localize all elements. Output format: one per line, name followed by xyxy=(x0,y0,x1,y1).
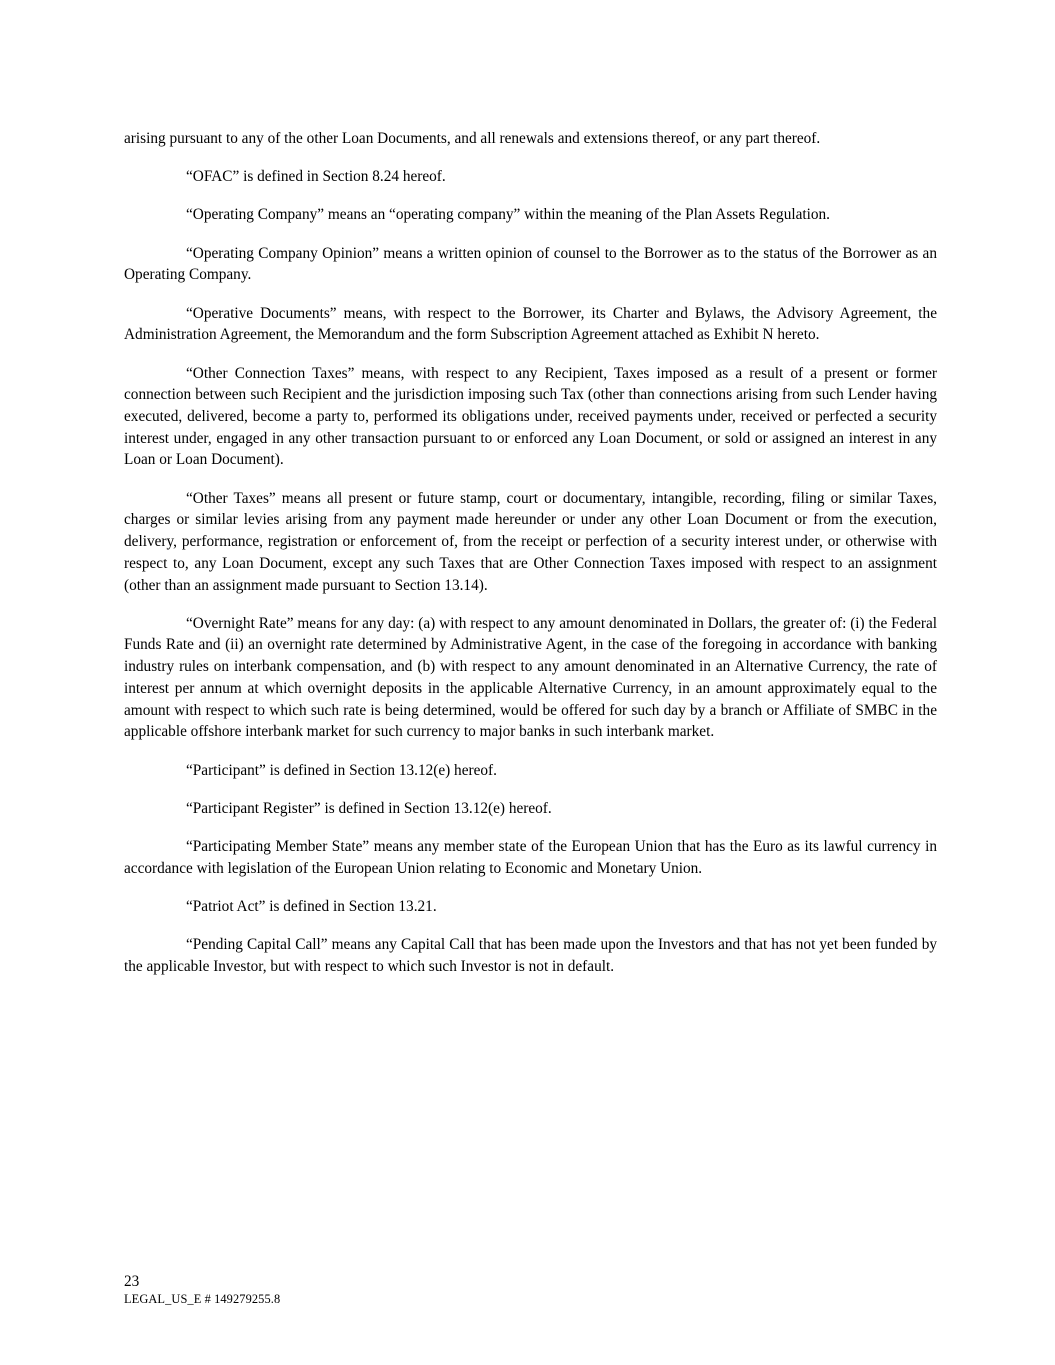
definition-pending-capital-call: “Pending Capital Call” means any Capital Call that has been made upon the Investors and that has not yet been funded by the applicable Investor, but with respect to which such Investor is not in default. xyxy=(124,936,937,975)
definition-operating-company: “Operating Company” means an “operating company” within the meaning of the Plan Assets Regulation. xyxy=(186,206,831,224)
definition-operative-documents: “Operative Documents” means, with respect to the Borrower, its Charter and Bylaws, the Advisory Agreement, the Administration Agreement, the Memorandum and the form Subscription Agreement attached as Exhibit N hereto. xyxy=(124,304,937,344)
paragraph-continuation: arising pursuant to any of the other Loan Documents, and all renewals and extensions thereof, or any part thereof. xyxy=(124,130,821,147)
definition-patriot-act: “Patriot Act” is defined in Section 13.21. xyxy=(186,897,437,915)
definition-participating-member-state: “Participating Member State” means any member state of the European Union that has the Euro as its lawful currency in accordance with legislation of the European Union relating to Economic and Monetary Union. xyxy=(124,837,937,877)
definition-ofac: “OFAC” is defined in Section 8.24 hereof. xyxy=(186,168,446,186)
definition-participant: “Participant” is defined in Section 13.12(e) hereof. xyxy=(186,761,497,779)
definition-participant-register: “Participant Register” is defined in Section 13.12(e) hereof. xyxy=(186,799,552,817)
page-footer xyxy=(124,1272,937,1307)
definition-overnight-rate: “Overnight Rate” means for any day: (a) with respect to any amount denominated in Dollars, the greater of: (i) the Federal Funds Rate and (ii) an overnight rate determined by Administrative Agent, in the case of the foregoing in accordance with banking industry rules on interbank compensation, and (b) with respect to any amount denominated in an Alternative Currency, the rate of interest per annum at which overnight deposits in the applicable Alternative Currency, in an amount approximately equal to the amount with respect to which such rate is being determined, would be offered for such day by a branch or Affiliate of SMBC in the applicable offshore interbank market for such currency to major banks in such interbank market. xyxy=(124,614,937,741)
definition-operating-company-opinion: “Operating Company Opinion” means a written opinion of counsel to the Borrower as to the status of the Borrower as an Operating Company. xyxy=(124,244,937,284)
document-identifier: LEGAL_US_E # 149279255.8 xyxy=(124,1291,281,1306)
document-body xyxy=(124,128,937,978)
page-number: 23 xyxy=(124,1272,140,1290)
definition-other-taxes: “Other Taxes” means all present or future stamp, court or documentary, intangible, recording, filing or similar Taxes, charges or similar levies arising from any payment made hereunder or under any other Loan Document or from the execution, delivery, performance, registration or enforcement of, from the receipt or perfection of a security interest under, or otherwise with respect to, any Loan Document, except any such Taxes that are Other Connection Taxes imposed with respect to an assignment (other than an assignment made pursuant to Section 13.14). xyxy=(124,489,937,594)
definition-other-connection-taxes: “Other Connection Taxes” means, with respect to any Recipient, Taxes imposed as a result of a present or former connection between such Recipient and the jurisdiction imposing such Tax (other than connections arising from such Lender having executed, delivered, become a party to, performed its obligations under, received payments under, received or perfected a security interest under, engaged in any other transaction pursuant to or enforced any Loan Document, or sold or assigned an interest in any Loan or Loan Document). xyxy=(124,364,937,469)
